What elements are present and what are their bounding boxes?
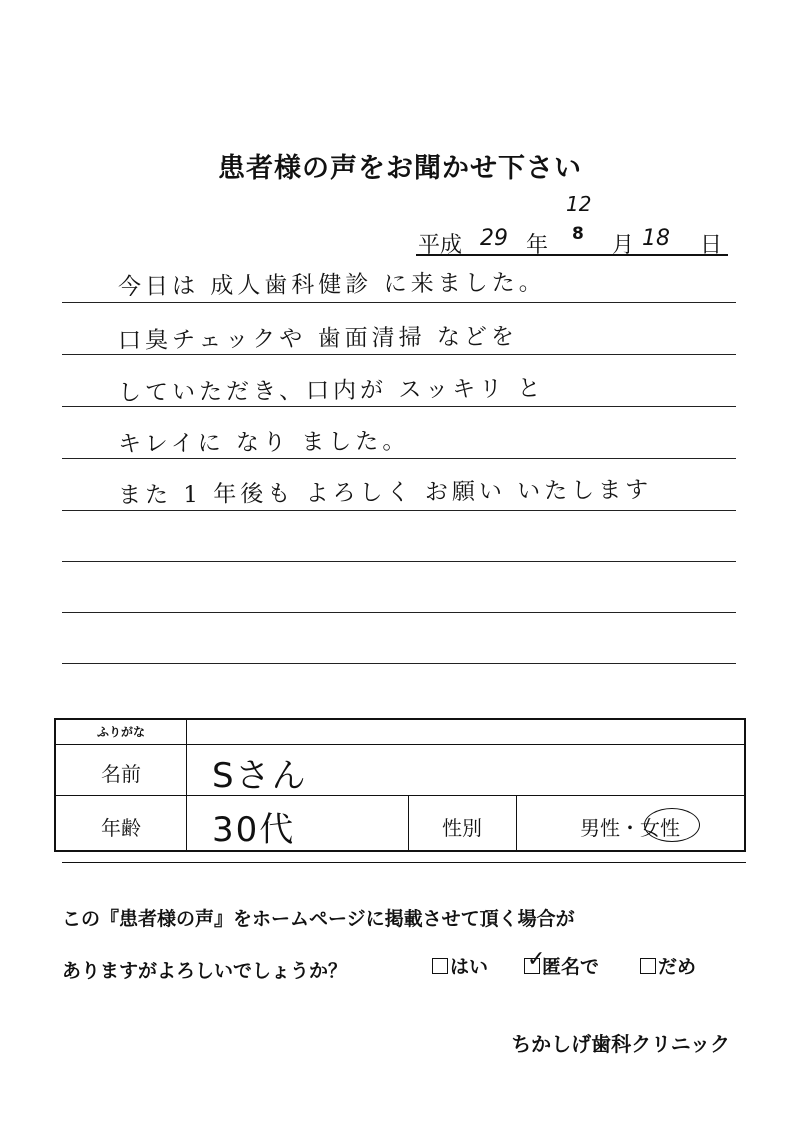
checkbox-yes[interactable] — [432, 958, 448, 974]
divider — [62, 862, 746, 863]
option-anonymous-label: 匿名で — [542, 956, 600, 978]
comment-line-3: していただき、口内が スッキリ と — [117, 375, 545, 407]
table-divider — [186, 720, 187, 850]
option-no-label: だめ — [658, 956, 697, 978]
comment-line-1: 今日は 成人歯科健診 に来ました。 — [117, 269, 546, 301]
date-year: 29 — [480, 226, 508, 251]
checkbox-anonymous[interactable] — [524, 947, 546, 974]
comment-line-5: また 1 年後も よろしく お願い いたします — [117, 477, 653, 509]
ruled-line — [62, 302, 736, 303]
ruled-line — [62, 663, 736, 664]
date-month-suffix: 月 — [612, 233, 635, 258]
form-title: 患者様の声をお聞かせ下さい — [218, 153, 582, 184]
table-divider — [56, 744, 744, 745]
comment-line-2: 口臭チェックや 歯面清掃 などを — [117, 323, 519, 355]
consent-question-line-1: この『患者様の声』をホームページに掲載させて頂く場合が — [62, 908, 575, 930]
checkbox-no[interactable] — [640, 958, 656, 974]
date-month-crossed-out: 8 — [572, 224, 584, 244]
table-divider — [56, 795, 744, 796]
date-month-corrected: 12 — [566, 192, 592, 216]
gender-options: 男性・女性 — [580, 816, 680, 840]
date-day-suffix: 日 — [700, 233, 723, 258]
name-value: Sさん — [212, 756, 308, 796]
gender-selection-circle — [644, 808, 700, 842]
ruled-line — [62, 510, 736, 511]
furigana-label: ふりがな — [96, 725, 145, 739]
clinic-name: ちかしげ歯科クリニック — [511, 1032, 730, 1056]
age-value: 30代 — [212, 810, 296, 850]
date-year-suffix: 年 — [526, 233, 549, 258]
option-anonymous[interactable] — [524, 947, 600, 979]
ruled-line — [62, 458, 736, 459]
patient-info-table — [54, 718, 746, 852]
ruled-line — [62, 612, 736, 613]
age-label: 年齢 — [101, 816, 141, 840]
option-yes-label: はい — [450, 956, 489, 978]
comment-line-4: キレイに なり ました。 — [117, 428, 410, 458]
ruled-line — [62, 561, 736, 562]
gender-label: 性別 — [442, 816, 482, 840]
consent-question-line-2: ありますがよろしいでしょうか？ — [62, 960, 348, 982]
option-yes[interactable] — [432, 952, 488, 979]
name-label: 名前 — [101, 762, 141, 786]
date-era: 平成 — [418, 233, 463, 258]
option-no[interactable] — [640, 952, 696, 979]
date-day: 18 — [642, 226, 670, 251]
checkmark-icon: ✓ — [527, 947, 546, 972]
date-field — [416, 192, 728, 258]
